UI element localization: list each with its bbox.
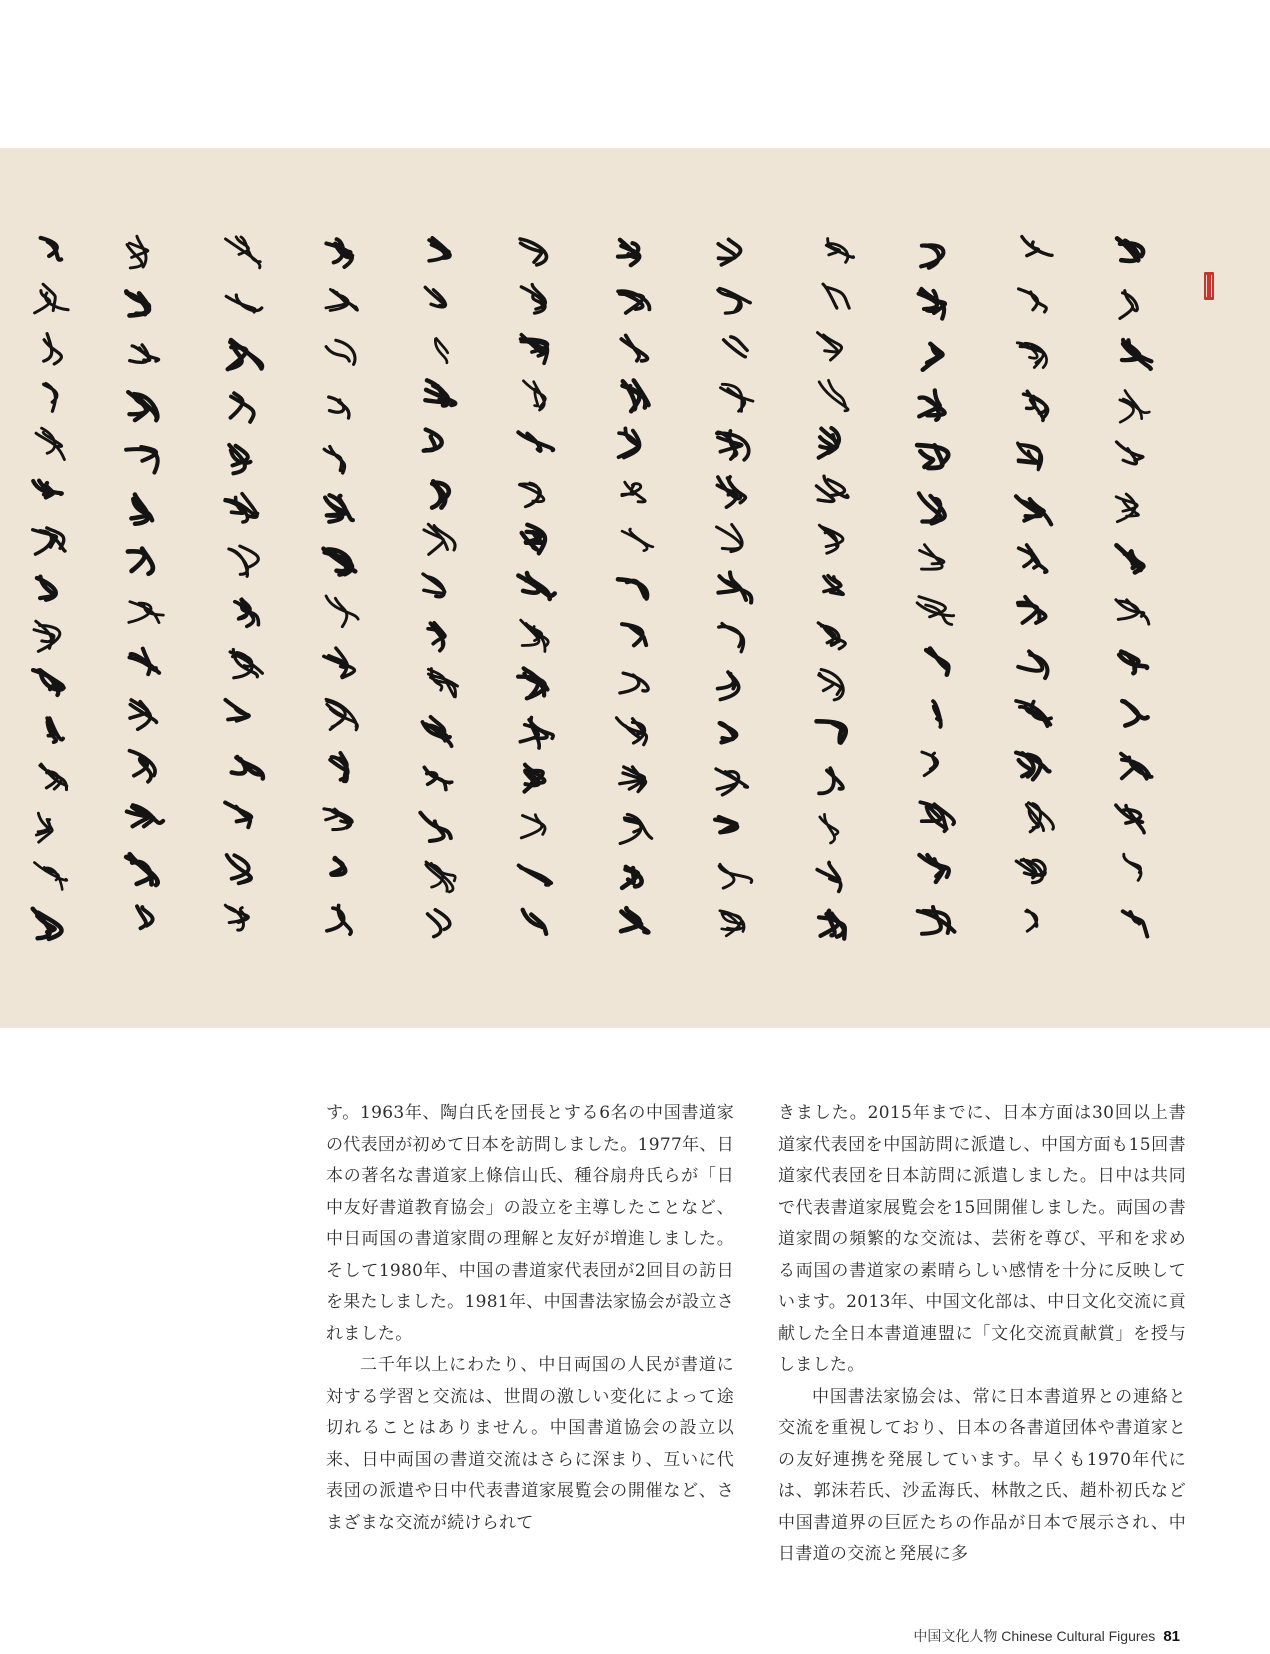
calligraphy-glyph — [721, 384, 753, 411]
calligraphy-glyph — [1122, 701, 1147, 726]
calligraphy-glyph — [426, 862, 455, 892]
calligraphy-glyph — [1116, 494, 1138, 522]
calligraphy-glyph — [621, 908, 648, 932]
calligraphy-glyph — [926, 649, 948, 675]
calligraphy-glyph — [1016, 496, 1051, 524]
calligraphy-glyph — [1124, 854, 1141, 880]
calligraphy-glyph — [232, 757, 263, 779]
calligraphy-glyph — [619, 428, 640, 457]
calligraphy-glyph — [621, 335, 647, 361]
calligraphy-glyph — [35, 284, 69, 313]
calligraphy-glyph — [33, 528, 65, 554]
calligraphy-glyph — [818, 333, 842, 360]
calligraphy-glyph — [435, 338, 447, 362]
calligraphy-glyph — [921, 245, 943, 267]
calligraphy-glyph — [917, 445, 948, 468]
calligraphy-glyph — [622, 624, 646, 645]
calligraphy-glyph — [231, 393, 254, 422]
calligraphy-glyph — [1117, 442, 1143, 464]
calligraphy-glyph — [518, 573, 554, 599]
calligraphy-glyph — [520, 239, 546, 265]
calligraphy-glyph — [620, 814, 652, 843]
calligraphy-glyph — [1018, 597, 1046, 623]
article-column-left — [326, 1098, 734, 1539]
calligraphy-glyph — [1116, 600, 1149, 624]
calligraphy-glyph — [523, 381, 545, 410]
calligraphy-glyph — [919, 493, 945, 523]
calligraphy-glyph — [235, 599, 259, 626]
calligraphy-glyph — [819, 670, 843, 700]
calligraphy-glyph — [917, 597, 954, 625]
calligraphy-glyph — [1117, 545, 1144, 572]
calligraphy-glyph — [33, 481, 62, 498]
calligraphy-glyph — [519, 865, 552, 884]
calligraphy-glyph — [824, 576, 843, 595]
calligraphy-glyph — [820, 814, 838, 843]
calligraphy-column — [909, 230, 965, 970]
calligraphy-glyph — [326, 239, 352, 267]
calligraphy-glyph — [1017, 343, 1046, 368]
calligraphy-glyph — [225, 803, 251, 828]
calligraphy-glyph — [432, 481, 449, 507]
calligraphy-glyph — [521, 815, 545, 838]
calligraphy-glyph — [127, 236, 148, 268]
calligraphy-column — [315, 230, 371, 970]
calligraphy-glyph — [331, 858, 345, 875]
calligraphy-glyph — [720, 723, 737, 742]
calligraphy-glyph — [918, 907, 955, 934]
calligraphy-glyph — [1121, 754, 1152, 779]
calligraphy-glyph — [33, 909, 62, 939]
calligraphy-glyph — [229, 546, 259, 576]
calligraphy-glyph — [718, 289, 750, 314]
calligraphy-glyph — [1022, 237, 1052, 256]
calligraphy-glyph — [1120, 291, 1137, 319]
calligraphy-glyph — [424, 430, 442, 451]
calligraphy-glyph — [720, 911, 744, 936]
calligraphy-glyph — [127, 805, 163, 826]
page-number: 81 — [1163, 1628, 1180, 1645]
calligraphy-glyph — [137, 906, 153, 928]
calligraphy-glyph — [518, 668, 547, 698]
calligraphy-glyph — [423, 574, 445, 597]
calligraphy-glyph — [819, 768, 843, 793]
article-paragraph: 二千年以上にわたり、中日両国の人民が書道に対する学習と交流は、世間の激しい変化によって途切れることはありません。中国書道協会の設立以来、日中両国の書道交流はさらに深まり、互いに代表団の派遣や日中代表書道家展覧会の開催など、さまざまな交流が続けられて — [326, 1355, 734, 1533]
calligraphy-glyph — [620, 673, 648, 693]
calligraphy-glyph — [922, 752, 938, 776]
calligraphy-glyph — [523, 910, 547, 934]
calligraphy-glyph — [1116, 805, 1144, 833]
calligraphy-glyph — [41, 238, 62, 260]
calligraphy-glyph — [1019, 545, 1047, 572]
calligraphy-column — [1107, 230, 1163, 970]
calligraphy-glyph — [330, 753, 347, 781]
calligraphy-glyph — [521, 285, 545, 314]
calligraphy-column — [24, 230, 80, 970]
calligraphy-glyph — [1019, 289, 1047, 312]
calligraphy-glyph — [227, 855, 251, 883]
calligraphy-glyph — [617, 718, 647, 745]
calligraphy-glyph — [816, 476, 848, 501]
calligraphy-glyph — [933, 701, 941, 727]
calligraphy-glyph — [716, 769, 748, 795]
magazine-title: 中国文化人物 Chinese Cultural Figures — [913, 1628, 1156, 1644]
calligraphy-glyph — [128, 392, 157, 420]
calligraphy-glyph — [33, 670, 64, 695]
calligraphy-glyph — [724, 337, 748, 357]
calligraphy-glyph — [40, 764, 67, 789]
article-paragraph: きました。2015年までに、日本方面は30回以上書道家代表団を中国訪問に派遣し、中国方面も15回書道家代表団を日本訪問に派遣しました。日中は共同で代表書道家展覧会を15回開催しました。両国の書道家間の頻繁的な交流は、芸術を尊び、平和を求める両国の書道家の素晴らしい感情を十分に反映しています。2013年、中国文化部は、中日文化交流に貢献した全日本書道連盟に「文化交流貢献賞」を授与しました。 — [778, 1103, 1186, 1375]
calligraphy-glyph — [428, 910, 450, 937]
calligraphy-glyph — [420, 813, 450, 841]
calligraphy-glyph — [428, 623, 445, 651]
calligraphy-glyph — [1119, 652, 1147, 674]
calligraphy-glyph — [130, 700, 157, 729]
calligraphy-glyph — [130, 345, 159, 362]
calligraphy-glyph — [428, 669, 457, 697]
article-column-right — [778, 1098, 1186, 1571]
calligraphy-glyph — [823, 284, 849, 308]
calligraphy-glyph — [326, 289, 358, 310]
calligraphy-glyph — [225, 494, 257, 522]
calligraphy-glyph — [47, 718, 63, 742]
article-paragraph: す。1963年、陶白氏を団長とする6名の中国書道家の代表団が初めて日本を訪問しました。1977年、日本の著名な書道家上條信山氏、種谷扇舟氏らが「日中友好書道教育協会」の設立を主導したことなど、中日両国の書道家間の理解と友好が増進しました。そして1980年、中国の書道家代表団が2回目の訪日を果たしました。1981年、中国書法家協会が設立されました。 — [326, 1103, 734, 1344]
calligraphy-glyph — [1026, 910, 1037, 931]
calligraphy-glyph — [920, 545, 944, 570]
calligraphy-glyph — [819, 380, 848, 411]
calligraphy-glyph — [126, 292, 149, 316]
calligraphy-glyph — [525, 765, 545, 792]
calligraphy-glyph — [36, 813, 52, 842]
calligraphy-glyph — [126, 854, 157, 885]
calligraphy-glyph — [715, 817, 737, 832]
calligraphy-column — [412, 230, 468, 970]
calligraphy-glyph — [1120, 391, 1150, 423]
calligraphy-glyph — [1024, 391, 1048, 420]
calligraphy-column — [707, 230, 763, 970]
calligraphy-glyph — [819, 428, 839, 458]
calligraphy-glyph — [1016, 859, 1045, 882]
calligraphy-glyph — [522, 525, 545, 554]
calligraphy-glyph — [622, 867, 642, 888]
calligraphy-glyph — [618, 579, 647, 598]
calligraphy-glyph — [131, 495, 152, 524]
calligraphy-glyph — [919, 289, 945, 319]
calligraphy-glyph — [817, 721, 846, 742]
calligraphy-glyph — [521, 620, 549, 651]
calligraphy-glyph — [718, 572, 751, 602]
calligraphy-glyph — [44, 334, 62, 364]
calligraphy-glyph — [718, 239, 740, 264]
calligraphy-glyph — [329, 397, 349, 418]
calligraphy-glyph — [819, 525, 843, 553]
calligraphy-glyph — [1122, 340, 1152, 369]
calligraphy-glyph — [126, 447, 158, 473]
calligraphy-glyph — [34, 621, 60, 651]
calligraphy-glyph — [130, 649, 160, 675]
calligraphy-glyph — [226, 295, 262, 312]
calligraphy-glyph — [819, 911, 845, 939]
calligraphy-glyph — [623, 380, 649, 411]
calligraphy-column — [217, 230, 273, 970]
calligraphy-glyph — [226, 237, 261, 268]
calligraphy-glyph — [324, 809, 352, 830]
calligraphy-glyph — [326, 340, 355, 364]
calligraphy-glyph — [622, 482, 645, 502]
calligraphy-glyph — [225, 700, 249, 721]
calligraphy-glyph — [717, 477, 745, 507]
calligraphy-glyph — [520, 718, 553, 749]
calligraphy-glyph — [44, 384, 57, 412]
calligraphy-glyph — [818, 623, 845, 649]
calligraphy-glyph — [325, 495, 353, 522]
calligraphy-glyph — [919, 855, 948, 882]
calligraphy-glyph — [1016, 753, 1049, 780]
calligraphy-glyph — [618, 240, 639, 265]
calligraphy-glyph — [718, 672, 739, 699]
calligraphy-glyph — [423, 717, 452, 746]
calligraphy-glyph — [37, 577, 56, 600]
calligraphy-glyph — [424, 767, 451, 789]
calligraphy-glyph — [719, 864, 752, 888]
calligraphy-glyph — [1117, 238, 1143, 261]
calligraphy-glyph — [1018, 443, 1042, 470]
calligraphy-glyph — [425, 287, 445, 307]
article-paragraph: 中国書法家協会は、常に日本書道界との連絡と交流を重視しており、日本の各書道団体や書道家との友好連携を発展しています。早くも1970年代には、郭沫若氏、沙孟海氏、林散之氏、趙朴初氏など中国書道界の巨匠たちの作品が日本で展示され、中日書道の交流と発展に多 — [778, 1386, 1186, 1564]
calligraphy-glyph — [620, 767, 646, 792]
calligraphy-glyph — [225, 905, 248, 930]
calligraphy-glyph — [618, 291, 649, 313]
calligraphy-glyph — [429, 238, 450, 261]
calligraphy-column — [1008, 230, 1064, 970]
calligraphy-glyph — [229, 445, 250, 474]
calligraphy-panel — [0, 148, 1270, 1028]
calligraphy-glyph — [1026, 803, 1053, 832]
calligraphy-glyph — [519, 483, 543, 507]
calligraphy-glyph — [36, 428, 64, 459]
calligraphy-glyph — [717, 431, 749, 460]
calligraphy-glyph — [424, 524, 455, 554]
calligraphy-glyph — [826, 239, 853, 263]
calligraphy-column — [118, 230, 174, 970]
calligraphy-glyph — [1123, 911, 1148, 936]
calligraphy-glyph — [230, 650, 262, 678]
calligraphy-glyph — [521, 335, 548, 364]
page-footer — [913, 1626, 1180, 1646]
calligraphy-glyph — [1018, 651, 1047, 678]
calligraphy-glyph — [129, 602, 164, 623]
calligraphy-glyph — [128, 549, 153, 574]
calligraphy-glyph — [228, 340, 262, 369]
calligraphy-glyph — [717, 525, 743, 552]
calligraphy-column — [608, 230, 664, 970]
calligraphy-glyph — [1016, 701, 1051, 726]
calligraphy-glyph — [34, 863, 66, 890]
calligraphy-column — [510, 230, 566, 970]
red-seal-stamp — [1204, 272, 1214, 300]
calligraphy-glyph — [923, 344, 943, 370]
calligraphy-glyph — [719, 624, 744, 652]
calligraphy-glyph — [425, 380, 455, 405]
calligraphy-glyph — [324, 549, 356, 575]
calligraphy-glyph — [324, 648, 355, 678]
calligraphy-glyph — [622, 529, 653, 551]
calligraphy-glyph — [130, 751, 156, 782]
calligraphy-glyph — [518, 432, 553, 451]
calligraphy-glyph — [919, 390, 945, 419]
calligraphy-glyph — [817, 863, 841, 892]
calligraphy-glyph — [324, 447, 344, 474]
calligraphy-glyph — [326, 699, 357, 730]
calligraphy-glyph — [920, 802, 954, 831]
calligraphy-glyph — [327, 906, 351, 935]
calligraphy-column — [808, 230, 864, 970]
calligraphy-glyph — [326, 596, 358, 627]
